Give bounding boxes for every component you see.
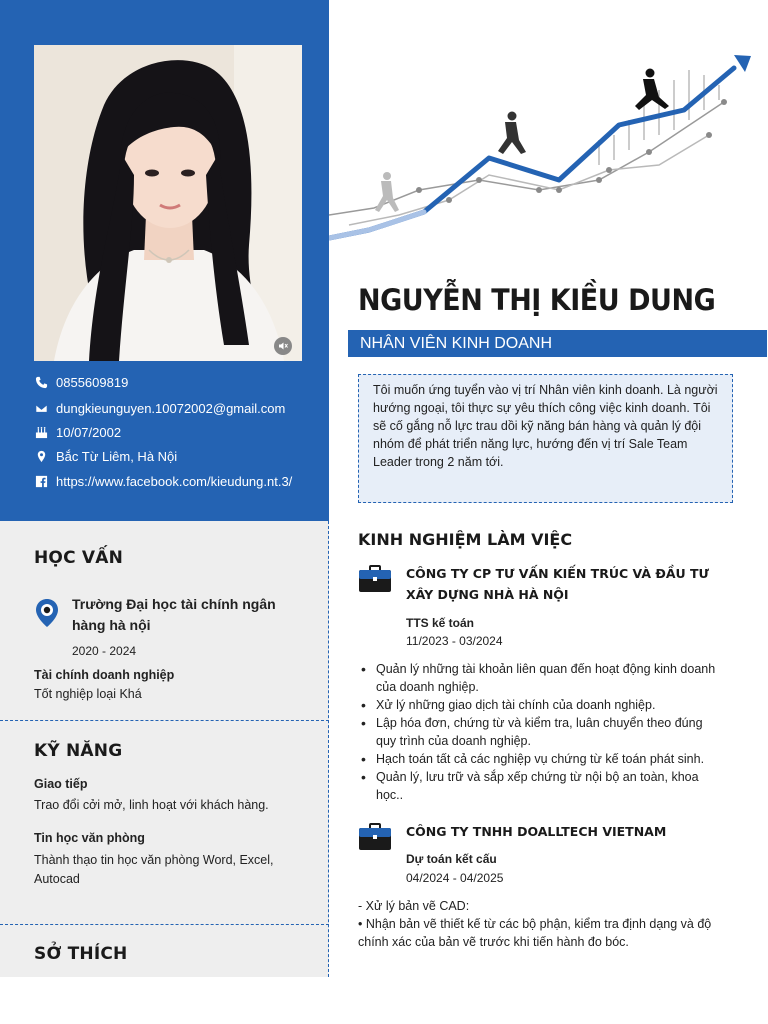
briefcase-icon: [358, 823, 392, 851]
education-major: Tài chính doanh nghiệp: [34, 668, 175, 682]
job-notes: [358, 897, 733, 951]
job-title-bar: NHÂN VIÊN KINH DOANH: [348, 330, 767, 357]
job-period: 11/2023 - 03/2024: [406, 634, 503, 648]
profile-photo: [34, 45, 302, 361]
email-icon: [34, 402, 48, 416]
job-duties-list: [358, 660, 723, 804]
birthday-date: 10/07/2002: [56, 425, 122, 440]
job-position: Dự toán kết cấu: [406, 852, 497, 866]
mute-icon[interactable]: [274, 337, 292, 355]
skill-description: Thành thạo tin học văn phòng Word, Excel, Autocad: [34, 853, 274, 886]
experience-title: KINH NGHIỆM LÀM VIỆC: [358, 530, 573, 549]
skills-title: KỸ NĂNG: [34, 741, 123, 761]
company-name: CÔNG TY CP TƯ VẤN KIẾN TRÚC VÀ ĐẦU TƯ XÂY DỰNG NHÀ HÀ NỘI: [406, 566, 709, 602]
career-objective: Tôi muốn ứng tuyển vào vị trí Nhân viên kinh doanh. Là người hướng ngoại, tôi thực sự yêu thích công việc kinh doanh. Tôi sẽ cố gắng nỗ lực trau dồi kỹ năng bán hàng và quản lý đội nhóm để phát triển năng lực, hướng đến vị trí Sale Team Leader trong 2 năm tới.: [358, 374, 733, 503]
cake-icon: [34, 426, 48, 440]
skill-description: Trao đổi cởi mở, linh hoạt với khách hàng.: [34, 798, 269, 812]
email-address[interactable]: dungkieunguyen.10072002@gmail.com: [56, 401, 286, 416]
job-period: 04/2024 - 04/2025: [406, 871, 504, 885]
contact-birthday: [34, 425, 121, 440]
phone-number: 0855609819: [56, 375, 129, 390]
phone-icon: [34, 376, 48, 390]
skill-name: Giao tiếp: [34, 777, 88, 791]
list-item: • Quản lý những tài khoản liên quan đến hoạt động kinh doanh của doanh nghiệp.: [358, 660, 723, 696]
contact-email: [34, 401, 285, 416]
note-line: • Nhận bản vẽ thiết kế từ các bộ phận, kiểm tra định dạng và độ chính xác của bản vẽ trước khi tiến hành đo bóc.: [358, 917, 712, 949]
skill-name: Tin học văn phòng: [34, 831, 145, 845]
list-item: • Quản lý, lưu trữ và sắp xếp chứng từ nội bộ an toàn, khoa học..: [358, 768, 723, 804]
list-item: • Lập hóa đơn, chứng từ và kiểm tra, luân chuyển theo đúng quy trình của doanh nghiệp.: [358, 714, 723, 750]
section-divider: [0, 720, 329, 721]
section-divider: [0, 924, 329, 925]
education-title: HỌC VẤN: [34, 548, 124, 568]
education-years: 2020 - 2024: [72, 644, 137, 658]
location-text: Bắc Từ Liêm, Hà Nội: [56, 449, 178, 464]
contact-facebook: [34, 474, 292, 489]
contact-phone: [34, 375, 128, 390]
job-position: TTS kế toán: [406, 616, 475, 630]
contact-location: [34, 449, 177, 464]
map-pin-icon: [34, 598, 60, 628]
full-name: NGUYỄN THỊ KIỀU DUNG: [358, 283, 716, 317]
education-grade: Tốt nghiệp loại Khá: [34, 687, 142, 701]
location-pin-icon: [34, 450, 48, 464]
hobbies-title: SỞ THÍCH: [34, 944, 128, 964]
note-line: - Xử lý bản vẽ CAD:: [358, 899, 470, 913]
briefcase-icon: [358, 565, 392, 593]
school-name: Trường Đại học tài chính ngân hàng hà nội: [72, 596, 276, 633]
facebook-link[interactable]: https://www.facebook.com/kieudung.nt.3/: [56, 474, 293, 489]
facebook-icon: [34, 475, 48, 489]
growth-chart-illustration: [329, 40, 768, 250]
list-item: • Hạch toán tất cả các nghiệp vụ chứng từ kế toán phát sinh.: [358, 750, 723, 768]
list-item: • Xử lý những giao dịch tài chính của doanh nghiệp.: [358, 696, 723, 714]
company-name: CÔNG TY TNHH DOALLTECH VIETNAM: [406, 824, 667, 839]
